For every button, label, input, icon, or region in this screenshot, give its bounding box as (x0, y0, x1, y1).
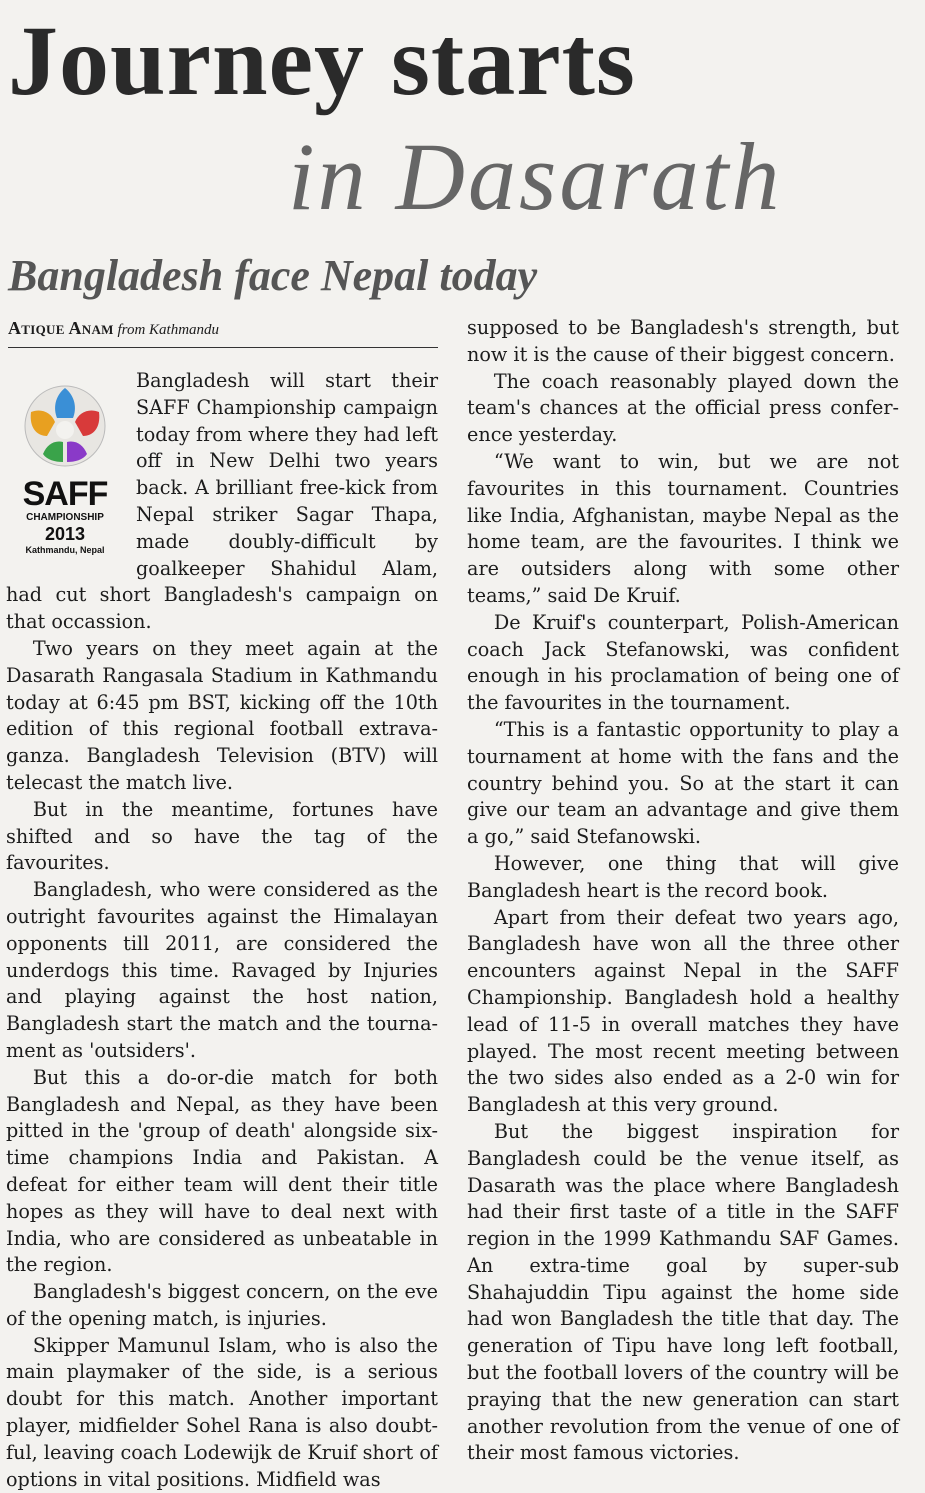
headline-line-2: in Dasarath (288, 123, 783, 230)
article-left-column (6, 368, 438, 1493)
paragraph: But the biggest inspiration for Bangladesh could be the venue itself, as Dasarath was the place where Bangladesh had their first taste of a title in the SAFF region in the 1999 Kathmandu SAF Games. An extra-time goal by super-sub Shahajuddin Tipu against the home side had won Bangladesh the title that day. The generation of Tipu have long left football, but the football lovers of the country will be praying that the new generation can start another revolution from the venue of one of their most famous victories. (467, 1119, 899, 1465)
paragraph: Bangladesh will start their SAFF Championship campaign today from where they had left off in New Delhi two years back. A brilliant free-kick from Nepal striker Sagar Thapa, made doubly-difficult by goalkeeper Shahidul Alam, had cut short Bangladesh's campaign on that occassion. (6, 369, 438, 634)
saff-championship-logo (6, 368, 124, 582)
byline (8, 317, 438, 348)
paragraph: Bangladesh's biggest concern, on the eve of the opening match, is injuries. (6, 1280, 438, 1330)
paragraph: De Kruif's counterpart, Polish-American coach Jack Stefanowski, was confident enough in his proclamation of being one of the favourites in the tournament. (467, 610, 899, 715)
paragraph: But in the meantime, fortunes have shifted and so have the tag of the favourites. (6, 797, 438, 875)
football-logo-icon (17, 378, 113, 474)
logo-year: 2013 (44, 524, 86, 544)
paragraph: Two years on they meet again at the Dasarath Rangasala Stadium in Kathmandu today at 6:45 pm BST, kicking off the 10th edition of this regional football extravaganza. Bangladesh Television (BTV) will telecast the match live. (6, 636, 438, 794)
byline-author: Atique Anam (8, 318, 114, 338)
paragraph: Skipper Mamunul Islam, who is also the main playmaker of the side, is a serious doubt for this match. Another important player, midfielder Sohel Rana is also doubtful, leaving coach Lodewijk de Kruif short of options in vital positions. Midfield was (6, 1333, 438, 1491)
byline-location: from Kathmandu (117, 322, 220, 338)
paragraph: However, one thing that will give Bangladesh heart is the record book. (467, 851, 899, 902)
paragraph: “This is a fantastic opportunity to play a tournament at home with the fans and the country behind you. So at the start it can give our team an advantage and give them a go,” said Stefanowski. (467, 717, 899, 849)
logo-place: Kathmandu, Nepal (25, 545, 105, 555)
paragraph: Apart from their defeat two years ago, Bangladesh have won all the three other encounters against Nepal in the SAFF Championship. Bangladesh hold a healthy lead of 11-5 in overall matches they have played. The most recent meeting between the two sides also ended as a 2-0 win for Bangladesh at this very ground. (467, 905, 899, 1117)
headline-line-1: Journey starts (8, 5, 636, 116)
paragraph: Bangladesh, who were considered as the outright favourites against the Himalayan opponents till 2011, are considered the underdogs this time. Ravaged by Injuries and playing against the host nation, Bangladesh start the match and the tournament as 'outsiders'. (6, 878, 438, 1062)
paragraph: “We want to win, but we are not favourites in this tournament. Countries like India, Afghanistan, maybe Nepal as the home team, are the favourites. I think we are outsiders along with some other teams,” said De Kruif. (467, 449, 899, 607)
paragraph: The coach reasonably played down the team's chances at the official press conference yesterday. (467, 369, 899, 447)
logo-subtitle: CHAMPIONSHIP (26, 512, 104, 523)
paragraph: But this a do-or-die match for both Bangladesh and Nepal, as they have been pitted in the 'group of death' alongside six-time champions India and Pakistan. A defeat for either team will dent their title hopes as they will have to deal next with India, who are considered as unbeatable in the region. (6, 1065, 438, 1277)
article-right-column (467, 315, 899, 1467)
subheadline: Bangladesh face Nepal today (8, 251, 538, 300)
logo-title: SAFF (22, 475, 108, 513)
paragraph: supposed to be Bangladesh's strength, but now it is the cause of their biggest concern. (467, 316, 899, 366)
